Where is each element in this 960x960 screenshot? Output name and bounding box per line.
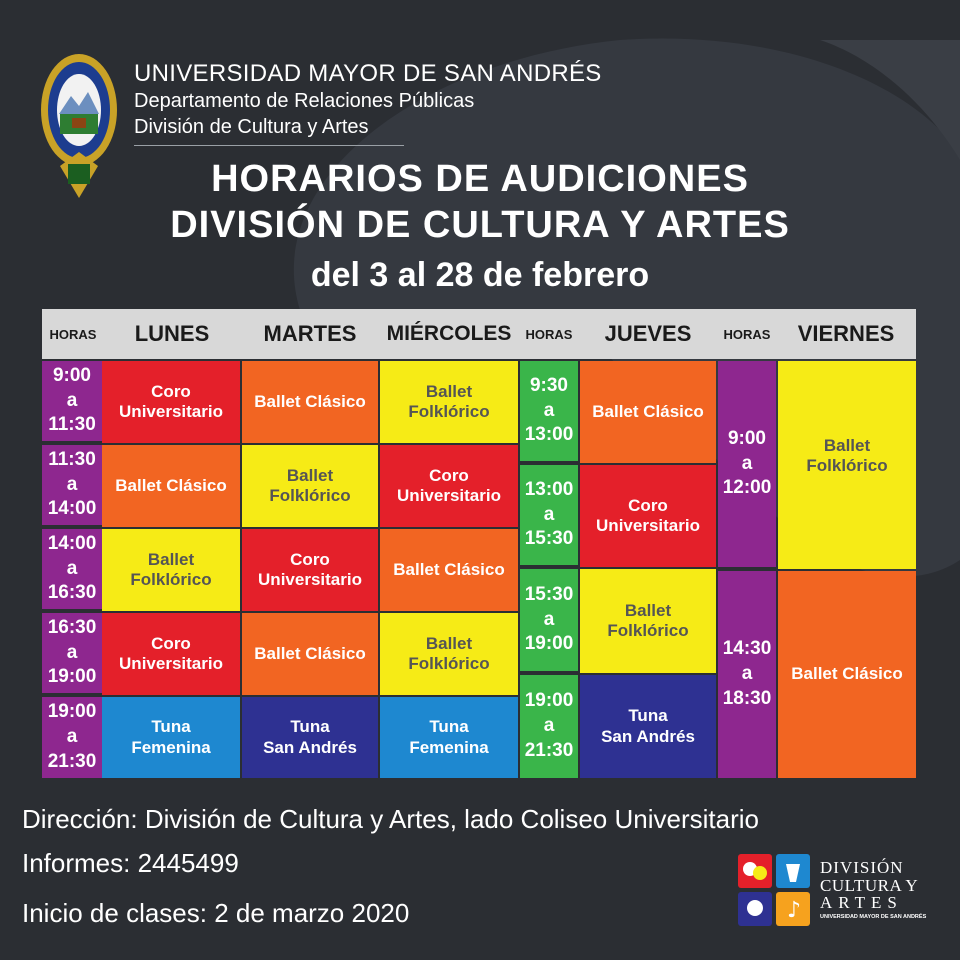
schedule-cell-miercoles: Ballet Clásico bbox=[380, 529, 518, 611]
time-slot-jueves: 19:00 a 21:30 bbox=[520, 675, 578, 778]
division-name: División de Cultura y Artes bbox=[134, 116, 369, 138]
logo-line-4: UNIVERSIDAD MAYOR DE SAN ANDRÉS bbox=[820, 914, 927, 920]
time-slot: 16:30 a 19:00 bbox=[42, 613, 102, 695]
time-slot-viernes: 14:30 a 18:30 bbox=[718, 571, 776, 778]
header-miercoles: MIÉRCOLES bbox=[378, 309, 520, 359]
header-horas-3: HORAS bbox=[716, 309, 778, 359]
phone-text: Informes: 2445499 bbox=[22, 848, 239, 878]
schedule-cell-martes: Coro Universitario bbox=[242, 529, 378, 611]
address-text: Dirección: División de Cultura y Artes, lado Coliseo Universitario bbox=[22, 804, 759, 834]
schedule-cell-miercoles: Ballet Folklórico bbox=[380, 613, 518, 695]
title-line-1: HORARIOS DE AUDICIONES bbox=[211, 158, 749, 200]
time-slot-viernes: 9:00 a 12:00 bbox=[718, 361, 776, 569]
header-viernes: VIERNES bbox=[776, 309, 916, 359]
schedule-cell-jueves: Ballet Clásico bbox=[580, 361, 716, 463]
time-slot-jueves: 9:30 a 13:00 bbox=[520, 361, 578, 463]
schedule-cell-lunes: Ballet Clásico bbox=[102, 445, 240, 527]
schedule-cell-lunes: Tuna Femenina bbox=[102, 697, 240, 778]
schedule-cell-viernes: Ballet Folklórico bbox=[778, 361, 916, 569]
schedule-cell-jueves: Coro Universitario bbox=[580, 465, 716, 567]
schedule-cell-miercoles: Ballet Folklórico bbox=[380, 361, 518, 443]
date-range: del 3 al 28 de febrero bbox=[310, 256, 650, 294]
svg-text:♪: ♪ bbox=[787, 898, 802, 923]
logo-line-1: DIVISIÓN bbox=[820, 858, 904, 877]
time-slot: 19:00 a 21:30 bbox=[42, 697, 102, 778]
schedule-cell-jueves: Ballet Folklórico bbox=[580, 569, 716, 673]
classes-start-text: Inicio de clases: 2 de marzo 2020 bbox=[22, 898, 410, 928]
university-name: UNIVERSIDAD MAYOR DE SAN ANDRÉS bbox=[134, 60, 602, 87]
title-line-2: DIVISIÓN DE CULTURA Y ARTES bbox=[170, 204, 790, 246]
time-slot-jueves: 13:00 a 15:30 bbox=[520, 465, 578, 567]
schedule-cell-martes: Ballet Clásico bbox=[242, 613, 378, 695]
schedule-cell-viernes: Ballet Clásico bbox=[778, 571, 916, 778]
department-name: Departamento de Relaciones Públicas bbox=[134, 90, 475, 112]
header-horas-2: HORAS bbox=[518, 309, 580, 359]
schedule-cell-lunes: Ballet Folklórico bbox=[102, 529, 240, 611]
header-horas-1: HORAS bbox=[42, 309, 104, 359]
schedule-cell-miercoles: Coro Universitario bbox=[380, 445, 518, 527]
header-martes: MARTES bbox=[240, 309, 380, 359]
time-slot: 11:30 a 14:00 bbox=[42, 445, 102, 527]
schedule-cell-miercoles: Tuna Femenina bbox=[380, 697, 518, 778]
logo-line-2: CULTURA Y bbox=[820, 876, 919, 895]
header-divider bbox=[134, 145, 404, 146]
time-slot: 9:00 a 11:30 bbox=[42, 361, 102, 443]
schedule-cell-lunes: Coro Universitario bbox=[102, 361, 240, 443]
division-logo-icon bbox=[738, 854, 812, 926]
schedule-cell-jueves: Tuna San Andrés bbox=[580, 675, 716, 778]
time-slot: 14:00 a 16:30 bbox=[42, 529, 102, 611]
logo-line-3: ARTES bbox=[820, 893, 903, 912]
schedule-cell-martes: Ballet Folklórico bbox=[242, 445, 378, 527]
time-slot-jueves: 15:30 a 19:00 bbox=[520, 569, 578, 673]
schedule-cell-lunes: Coro Universitario bbox=[102, 613, 240, 695]
header-jueves: JUEVES bbox=[578, 309, 718, 359]
schedule-cell-martes: Ballet Clásico bbox=[242, 361, 378, 443]
schedule-cell-martes: Tuna San Andrés bbox=[242, 697, 378, 778]
header-lunes: LUNES bbox=[102, 309, 242, 359]
